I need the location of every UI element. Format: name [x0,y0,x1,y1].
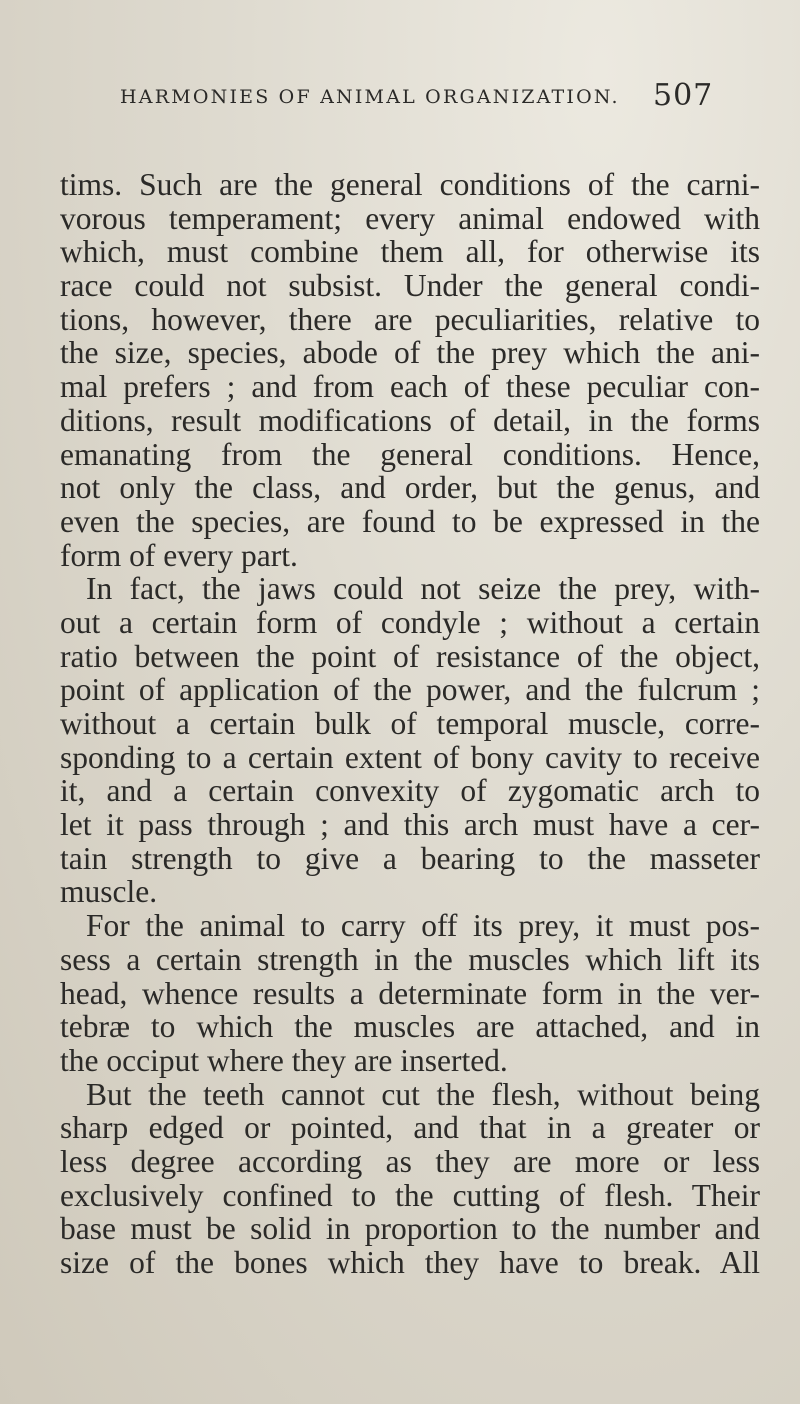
text-line: ratio between the point of resistance of the object, [60,638,760,674]
text-line: even the species, are found to be expressed in the [60,503,760,539]
running-title: HARMONIES OF ANIMAL ORGANIZATION. [120,86,620,108]
text-line: sess a certain strength in the muscles which lift its [60,941,760,977]
text-line: point of application of the power, and the fulcrum ; [60,672,760,708]
text-line: size of the bones which they have to break. All [60,1245,760,1280]
text-line: tain strength to give a bearing to the masseter [60,840,760,876]
text-line: sponding to a certain extent of bony cavity to receive [60,739,760,775]
text-line: For the animal to carry off its prey, it must pos- [86,908,760,944]
text-line: without a certain bulk of temporal muscle, corre- [60,706,760,741]
text-line: head, whence results a determinate form in the ver- [60,975,760,1011]
text-line: sharp edged or pointed, and that in a greater or [60,1110,760,1146]
text-line: In fact, the jaws could not seize the prey, with- [86,571,760,607]
text-line: which, must combine them all, for otherwise its [60,234,760,270]
text-line: vorous temperament; every animal endowed with [60,200,760,236]
text-line: it, and a certain convexity of zygomatic arch to [60,773,760,809]
page-number: 507 [653,78,714,113]
text-line: mal prefers ; and from each of these peculiar con- [60,369,760,405]
text-line: muscle. [60,874,158,910]
text-line: ditions, result modifications of detail, in the forms [60,402,760,438]
text-line: not only the class, and order, but the genus, and [60,470,760,506]
text-line: base must be solid in proportion to the number and [60,1211,760,1247]
text-line: emanating from the general conditions. Hence, [60,436,760,472]
text-line: form of every part. [60,537,298,573]
running-head [120,78,720,118]
text-line: tims. Such are the general conditions of the carni- [60,167,760,202]
text-line: less degree according as they are more or less [60,1143,760,1179]
text-line: the size, species, abode of the prey which the ani- [60,335,760,371]
text-line: let it pass through ; and this arch must have a cer- [60,807,760,843]
body-text [60,168,760,1280]
text-line: tebræ to which the muscles are attached, and in [60,1009,760,1045]
text-line: But the teeth cannot cut the flesh, without being [86,1076,760,1112]
text-line: race could not subsist. Under the general condi- [60,268,760,304]
text-line: tions, however, there are peculiarities, relative to [60,301,760,337]
text-line: out a certain form of condyle ; without a certain [60,604,760,640]
text-line: exclusively confined to the cutting of flesh. Their [60,1177,760,1213]
text-line: the occiput where they are inserted. [60,1042,508,1078]
